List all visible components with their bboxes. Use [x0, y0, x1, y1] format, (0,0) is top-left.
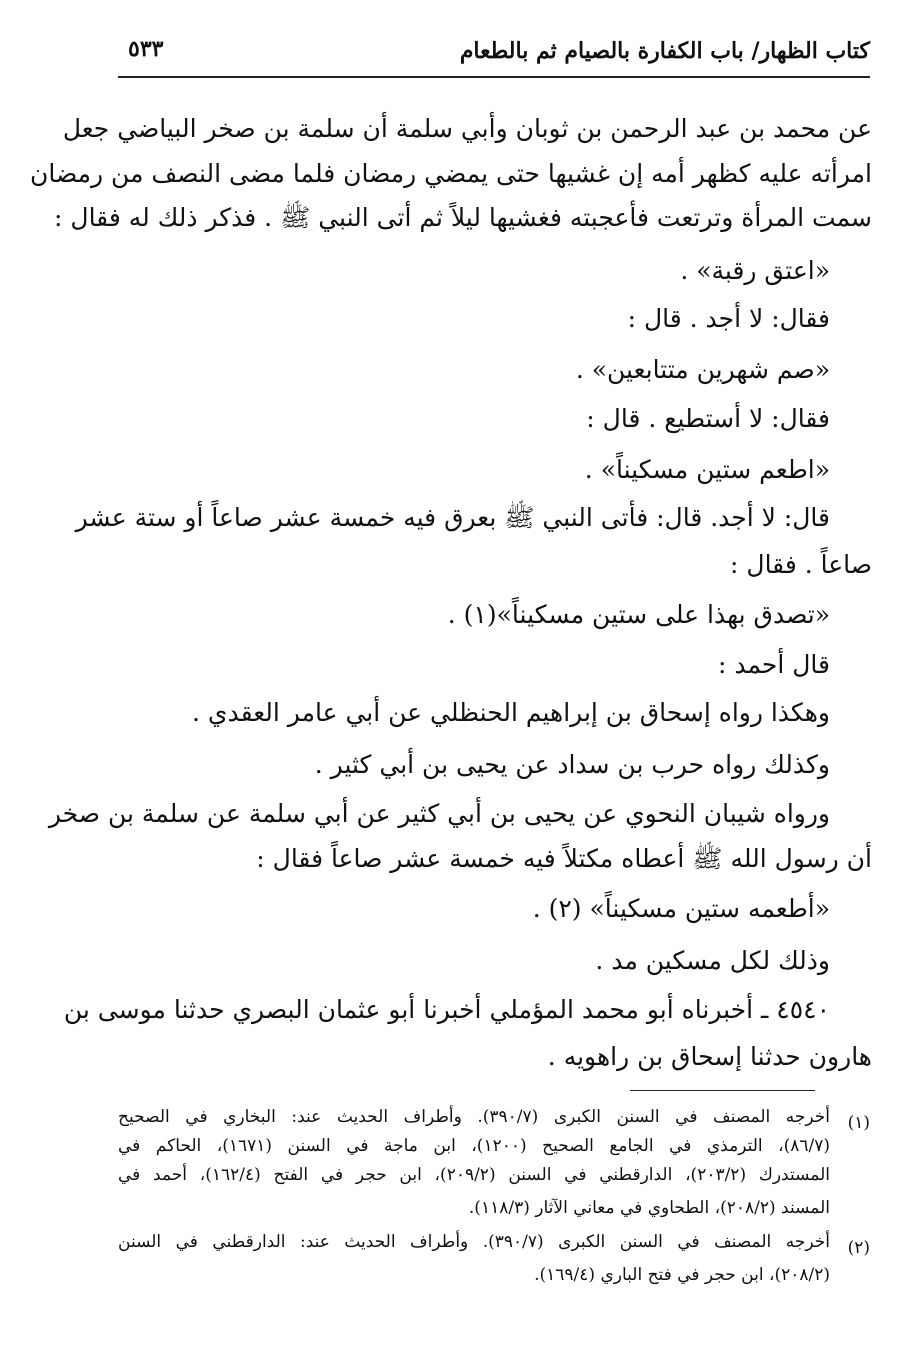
text-line: ورواه شيبان النحوي عن يحيى بن أبي كثير عن أبي سلمة عن سلمة بن صخر — [48, 799, 830, 828]
page-number: ٥٣٣ — [128, 36, 164, 62]
text-line: امرأته عليه كظهر أمه إن غشيها حتى يمضي رمضان فلما مضى النصف من رمضان — [29, 159, 872, 188]
text-line: «صم شهرين متتابعين» . — [575, 355, 830, 384]
footnote-line: أخرجه المصنف في السنن الكبرى (٣٩٠/٧). وأطراف الحديث عند: الدارقطني في السنن — [118, 1232, 830, 1252]
text-line: فقال: لا أجد . قال : — [627, 304, 830, 333]
text-line: فقال: لا أستطيع . قال : — [586, 404, 830, 433]
text-line: وكذلك رواه حرب بن سداد عن يحيى بن أبي كثير . — [314, 750, 830, 779]
text-line: أن رسول الله ﷺ أعطاه مكتلاً فيه خمسة عشر صاعاً فقال : — [256, 844, 872, 873]
page-header — [118, 34, 870, 78]
text-line: وهكذا رواه إسحاق بن إبراهيم الحنظلي عن أبي عامر العقدي . — [191, 698, 830, 727]
footnote-number: (٢) — [847, 1238, 870, 1258]
text-line: صاعاً . فقال : — [730, 550, 872, 579]
footnote-number: (١) — [847, 1113, 870, 1133]
footnote-line: (٨٦/٧)، الترمذي في الجامع الصحيح (١٢٠٠)، ابن ماجة في السنن (١٦٧١)، الحاكم في — [118, 1136, 831, 1156]
text-line: «تصدق بهذا على ستين مسكيناً»(١) . — [447, 600, 830, 629]
text-line: «اطعم ستين مسكيناً» . — [584, 455, 830, 484]
footnote-line: أخرجه المصنف في السنن الكبرى (٣٩٠/٧). وأطراف الحديث عند: البخاري في الصحيح — [118, 1107, 831, 1127]
text-line: قال: لا أجد. قال: فأتى النبي ﷺ بعرق فيه خمسة عشر صاعاً أو ستة عشر — [75, 503, 830, 532]
text-line: «أطعمه ستين مسكيناً» (٢) . — [532, 894, 830, 923]
running-title: كتاب الظهار/ باب الكفارة بالصيام ثم بالطعام — [459, 38, 870, 64]
footnote-line: (٢٠٨/٢)، ابن حجر في فتح الباري (١٦٩/٤). — [534, 1265, 830, 1285]
text-line: «اعتق رقبة» . — [680, 256, 830, 285]
text-line: هارون حدثنا إسحاق بن راهويه . — [547, 1042, 872, 1071]
text-line: سمت المرأة وترتعت فأعجبته فغشيها ليلاً ثم أتى النبي ﷺ . فذكر ذلك له فقال : — [54, 203, 872, 232]
footnote-line: المسند (٢٠٨/٢)، الطحاوي في معاني الآثار (١١٨/٣). — [468, 1198, 830, 1218]
footnote-divider — [630, 1090, 815, 1091]
text-line: عن محمد بن عبد الرحمن بن ثوبان وأبي سلمة أن سلمة بن صخر البياضي جعل — [62, 114, 872, 143]
text-line: وذلك لكل مسكين مد . — [595, 946, 830, 975]
hadith-line: ٤٥٤٠ ـ أخبرناه أبو محمد المؤملي أخبرنا أبو عثمان البصري حدثنا موسى بن — [63, 995, 830, 1024]
footnote-line: المستدرك (٢٠٣/٢)، الدارقطني في السنن (٢٠٩/٢)، ابن حجر في الفتح (١٦٢/٤)، أحمد في — [118, 1165, 830, 1185]
text-line: قال أحمد : — [717, 650, 830, 679]
